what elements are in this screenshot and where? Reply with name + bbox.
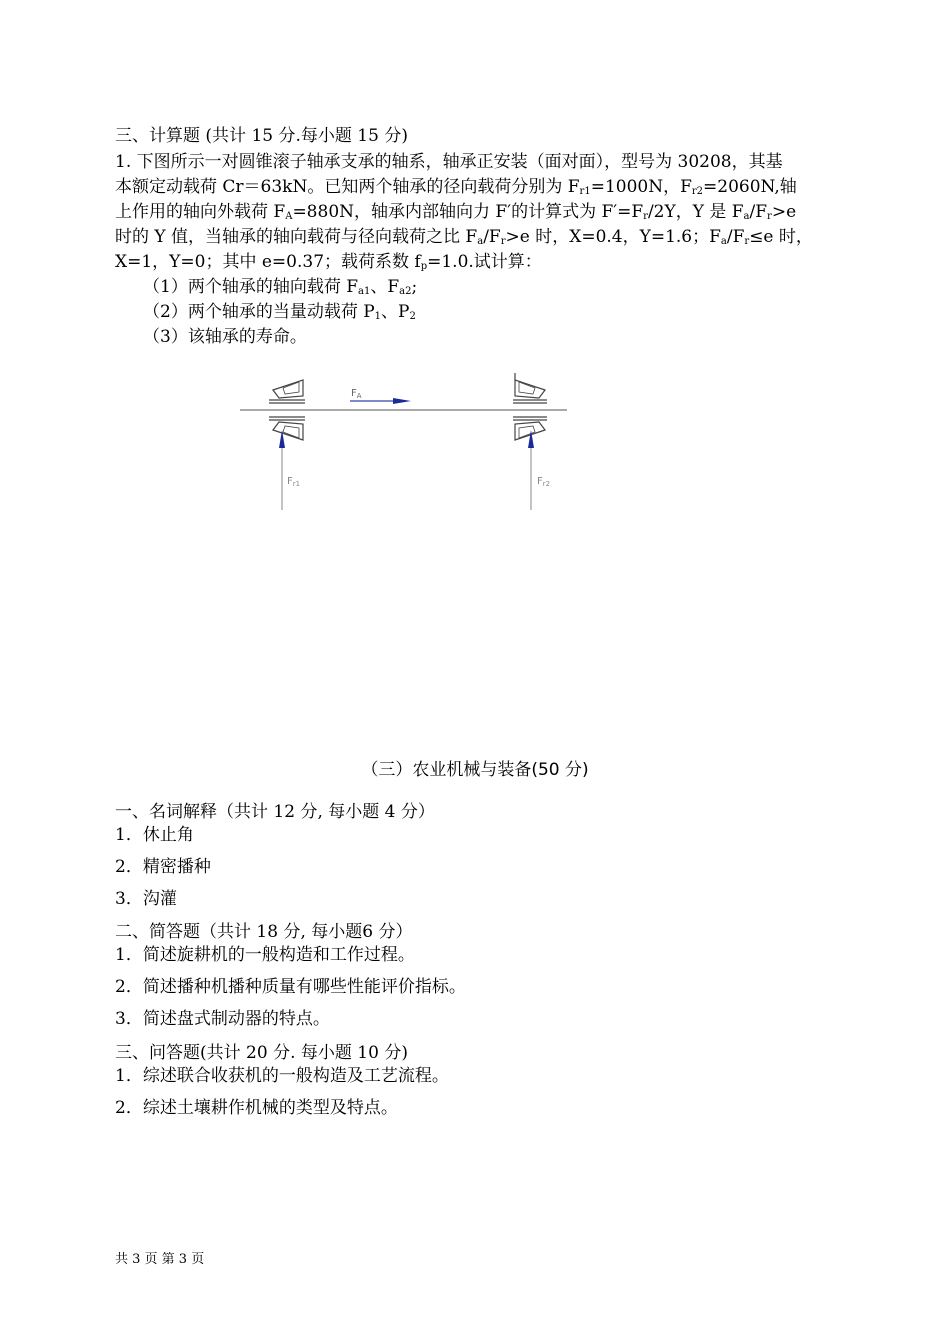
q1-line-2: 本额定动载荷 Cr＝63kN。已知两个轴承的径向载荷分别为 $F_{r1}=1000N$，$F_{r2}=2060N$,轴 [115,177,797,197]
fr2-label: $F_{r2}$ [537,476,551,488]
q1-line-4: 时的 Y 值，当轴承的轴向载荷与径向载荷之比 $F_a/F_r>e$ 时，X=0.4，Y=1.6；$F_a/F_r\le e$ 时， [115,227,813,247]
section3-title: （三）农业机械与装备(50 分) [361,760,589,780]
g2-item-1: 1．简述旋耕机的一般构造和工作过程。 [115,945,415,965]
q1-line-1: 1. 下图所示一对圆锥滚子轴承支承的轴系，轴承正安装（面对面），型号为 30208，其基 [115,152,783,172]
g2-item-2: 2．简述播种机播种质量有哪些性能评价指标。 [115,977,466,997]
fr1-label: $F_{r1}$ [287,476,301,488]
g2-item-3: 3．简述盘式制动器的特点。 [115,1009,330,1029]
right-bearing [513,373,547,440]
q1-item-2: （2）两个轴承的当量动载荷 $P_1$、$P_2$ [143,302,416,322]
fa-label: $F_A$ [351,388,362,400]
calc-heading: 三、计算题 (共计 15 分.每小题 15 分) [115,126,408,146]
g1-heading: 一、名词解释（共计 12 分, 每小题 4 分） [115,802,435,822]
g1-item-3: 3．沟灌 [115,889,177,909]
bearing-shaft-diagram [235,368,575,518]
q1-item-3: （3）该轴承的寿命。 [143,327,307,347]
g3-item-1: 1．综述联合收获机的一般构造及工艺流程。 [115,1066,449,1086]
page-footer: 共 3 页 第 3 页 [115,1252,205,1267]
g1-item-2: 2．精密播种 [115,857,211,877]
g3-item-2: 2．综述土壤耕作机械的类型及特点。 [115,1098,398,1118]
q1-line-5: X=1，Y=0；其中 e=0.37；载荷系数 $f_p=1.0$.试计算： [115,252,542,272]
g2-heading: 二、简答题（共计 18 分, 每小题6 分） [115,922,413,942]
q1-item-1: （1）两个轴承的轴向载荷 $F_{a1}$、$F_{a2}$; [143,277,418,297]
g3-heading: 三、问答题(共计 20 分. 每小题 10 分) [115,1043,408,1063]
q1-line-3: 上作用的轴向外载荷 $F_A=880N$，轴承内部轴向力 F′的计算式为 $F'=F_r/2Y$，Y 是 $F_a/F_r>e$ [115,202,797,222]
g1-item-1: 1．休止角 [115,825,194,845]
fa-arrow-head [393,398,411,404]
